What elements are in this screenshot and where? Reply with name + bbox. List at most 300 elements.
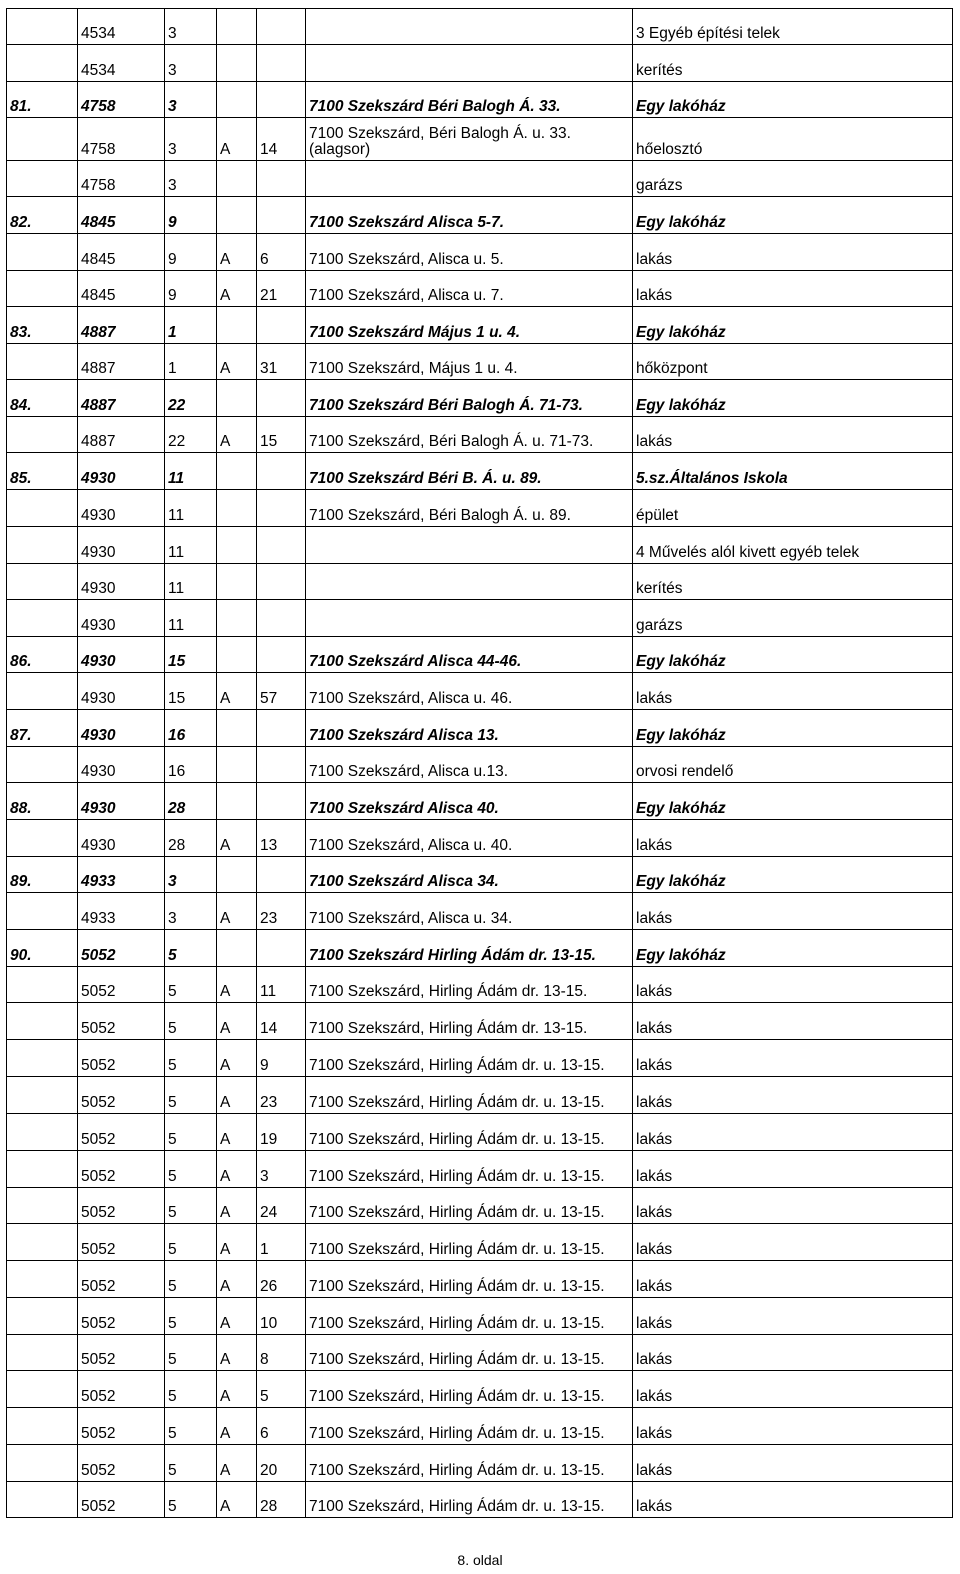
table-row <box>7 967 953 1003</box>
row-number-cell <box>7 1188 78 1224</box>
property-type-cell: lakás <box>633 1003 953 1040</box>
property-type-cell: épület <box>633 490 953 527</box>
sub-number-cell: 16 <box>165 710 217 747</box>
table-row <box>7 673 953 710</box>
sub-number-cell: 3 <box>165 857 217 893</box>
unit-number-cell <box>257 82 306 118</box>
table-row-main <box>7 197 953 234</box>
property-type-cell: garázs <box>633 161 953 197</box>
property-type-cell: lakás <box>633 271 953 307</box>
row-number-cell: 81. <box>7 82 78 118</box>
table-row-main <box>7 637 953 673</box>
address-cell: 7100 Szekszárd Alisca 44-46. <box>306 637 633 673</box>
address-cell: 7100 Szekszárd, Alisca u. 7. <box>306 271 633 307</box>
table-row <box>7 820 953 857</box>
building-letter-cell: A <box>217 893 257 930</box>
property-type-cell: lakás <box>633 1335 953 1371</box>
table-row <box>7 344 953 380</box>
address-cell: 7100 Szekszárd, Hirling Ádám dr. u. 13-15. <box>306 1077 633 1114</box>
parcel-number-cell: 4930 <box>78 820 165 857</box>
row-number-cell: 87. <box>7 710 78 747</box>
unit-number-cell: 6 <box>257 1408 306 1445</box>
sub-number-cell: 3 <box>165 9 217 45</box>
parcel-number-cell: 4930 <box>78 673 165 710</box>
property-type-cell: Egy lakóház <box>633 710 953 747</box>
sub-number-cell: 22 <box>165 380 217 417</box>
property-type-cell: garázs <box>633 600 953 637</box>
address-cell: 7100 Szekszárd, Hirling Ádám dr. u. 13-15. <box>306 1445 633 1482</box>
property-type-cell: Egy lakóház <box>633 82 953 118</box>
parcel-number-cell: 4930 <box>78 600 165 637</box>
building-letter-cell <box>217 453 257 490</box>
property-table <box>6 8 953 1518</box>
sub-number-cell: 5 <box>165 930 217 967</box>
building-letter-cell <box>217 857 257 893</box>
sub-number-cell: 5 <box>165 1003 217 1040</box>
unit-number-cell <box>257 930 306 967</box>
row-number-cell: 88. <box>7 783 78 820</box>
address-cell: 7100 Szekszárd, Hirling Ádám dr. u. 13-15. <box>306 1408 633 1445</box>
address-cell: 7100 Szekszárd, Alisca u. 34. <box>306 893 633 930</box>
parcel-number-cell: 5052 <box>78 1040 165 1077</box>
sub-number-cell: 5 <box>165 1040 217 1077</box>
sub-number-cell: 3 <box>165 82 217 118</box>
unit-number-cell: 6 <box>257 234 306 271</box>
sub-number-cell: 3 <box>165 161 217 197</box>
table-row-main <box>7 82 953 118</box>
table-row <box>7 1077 953 1114</box>
building-letter-cell: A <box>217 1077 257 1114</box>
parcel-number-cell: 5052 <box>78 1371 165 1408</box>
parcel-number-cell: 4930 <box>78 527 165 564</box>
row-number-cell: 90. <box>7 930 78 967</box>
parcel-number-cell: 4887 <box>78 380 165 417</box>
unit-number-cell <box>257 380 306 417</box>
address-cell: 7100 Szekszárd Béri Balogh Á. 33. <box>306 82 633 118</box>
unit-number-cell <box>257 747 306 783</box>
building-letter-cell <box>217 307 257 344</box>
sub-number-cell: 15 <box>165 637 217 673</box>
unit-number-cell <box>257 197 306 234</box>
parcel-number-cell: 5052 <box>78 1224 165 1261</box>
address-cell: 7100 Szekszárd, Hirling Ádám dr. u. 13-15. <box>306 1371 633 1408</box>
address-cell: 7100 Szekszárd, Május 1 u. 4. <box>306 344 633 380</box>
table-row-main <box>7 930 953 967</box>
building-letter-cell: A <box>217 1224 257 1261</box>
unit-number-cell: 5 <box>257 1371 306 1408</box>
table-row-main <box>7 307 953 344</box>
property-type-cell: lakás <box>633 967 953 1003</box>
unit-number-cell: 24 <box>257 1188 306 1224</box>
address-cell: 7100 Szekszárd Alisca 13. <box>306 710 633 747</box>
building-letter-cell <box>217 161 257 197</box>
property-type-cell: 4 Művelés alól kivett egyéb telek <box>633 527 953 564</box>
property-type-cell: lakás <box>633 234 953 271</box>
parcel-number-cell: 4758 <box>78 118 165 161</box>
unit-number-cell <box>257 600 306 637</box>
table-row-main <box>7 453 953 490</box>
table-row <box>7 1482 953 1518</box>
sub-number-cell: 9 <box>165 271 217 307</box>
building-letter-cell: A <box>217 1482 257 1518</box>
property-type-cell: lakás <box>633 673 953 710</box>
property-type-cell: lakás <box>633 417 953 453</box>
parcel-number-cell: 4930 <box>78 637 165 673</box>
unit-number-cell: 31 <box>257 344 306 380</box>
row-number-cell: 85. <box>7 453 78 490</box>
unit-number-cell <box>257 45 306 82</box>
property-type-cell: lakás <box>633 820 953 857</box>
table-row <box>7 747 953 783</box>
property-type-cell: Egy lakóház <box>633 637 953 673</box>
row-number-cell <box>7 1408 78 1445</box>
sub-number-cell: 16 <box>165 747 217 783</box>
row-number-cell <box>7 1040 78 1077</box>
property-type-cell: lakás <box>633 1077 953 1114</box>
property-type-cell: lakás <box>633 1114 953 1151</box>
building-letter-cell <box>217 490 257 527</box>
row-number-cell <box>7 820 78 857</box>
parcel-number-cell: 5052 <box>78 1482 165 1518</box>
address-cell: 7100 Szekszárd Alisca 5-7. <box>306 197 633 234</box>
table-row <box>7 1003 953 1040</box>
row-number-cell <box>7 234 78 271</box>
address-cell: 7100 Szekszárd Hirling Ádám dr. 13-15. <box>306 930 633 967</box>
sub-number-cell: 5 <box>165 1188 217 1224</box>
unit-number-cell: 10 <box>257 1298 306 1335</box>
property-type-cell: lakás <box>633 1261 953 1298</box>
building-letter-cell <box>217 45 257 82</box>
address-cell: 7100 Szekszárd, Alisca u. 40. <box>306 820 633 857</box>
parcel-number-cell: 5052 <box>78 967 165 1003</box>
sub-number-cell: 5 <box>165 1298 217 1335</box>
parcel-number-cell: 4534 <box>78 45 165 82</box>
parcel-number-cell: 5052 <box>78 930 165 967</box>
row-number-cell <box>7 417 78 453</box>
row-number-cell <box>7 1298 78 1335</box>
property-type-cell: lakás <box>633 1224 953 1261</box>
table-row <box>7 893 953 930</box>
row-number-cell <box>7 344 78 380</box>
row-number-cell <box>7 600 78 637</box>
building-letter-cell: A <box>217 1040 257 1077</box>
property-type-cell: 5.sz.Általános Iskola <box>633 453 953 490</box>
property-type-cell: lakás <box>633 1040 953 1077</box>
unit-number-cell <box>257 637 306 673</box>
building-letter-cell: A <box>217 1408 257 1445</box>
property-type-cell: lakás <box>633 893 953 930</box>
property-type-cell: Egy lakóház <box>633 307 953 344</box>
parcel-number-cell: 4930 <box>78 453 165 490</box>
unit-number-cell <box>257 9 306 45</box>
address-cell: 7100 Szekszárd, Béri Balogh Á. u. 33. (alagsor) <box>306 118 633 161</box>
parcel-number-cell: 5052 <box>78 1188 165 1224</box>
row-number-cell: 83. <box>7 307 78 344</box>
building-letter-cell <box>217 9 257 45</box>
row-number-cell <box>7 1335 78 1371</box>
parcel-number-cell: 5052 <box>78 1003 165 1040</box>
property-type-cell: lakás <box>633 1408 953 1445</box>
property-type-cell: hőelosztó <box>633 118 953 161</box>
building-letter-cell <box>217 197 257 234</box>
sub-number-cell: 11 <box>165 564 217 600</box>
unit-number-cell: 3 <box>257 1151 306 1188</box>
table-row <box>7 1298 953 1335</box>
property-type-cell: lakás <box>633 1298 953 1335</box>
parcel-number-cell: 5052 <box>78 1077 165 1114</box>
address-cell: 7100 Szekszárd, Hirling Ádám dr. u. 13-15. <box>306 1482 633 1518</box>
address-cell: 7100 Szekszárd, Hirling Ádám dr. u. 13-15. <box>306 1298 633 1335</box>
unit-number-cell: 8 <box>257 1335 306 1371</box>
row-number-cell <box>7 967 78 1003</box>
sub-number-cell: 5 <box>165 1114 217 1151</box>
parcel-number-cell: 4933 <box>78 857 165 893</box>
address-cell <box>306 564 633 600</box>
parcel-number-cell: 4930 <box>78 490 165 527</box>
building-letter-cell: A <box>217 1445 257 1482</box>
table-body <box>7 9 953 1518</box>
unit-number-cell <box>257 453 306 490</box>
address-cell: 7100 Szekszárd, Alisca u.13. <box>306 747 633 783</box>
row-number-cell <box>7 1261 78 1298</box>
unit-number-cell: 13 <box>257 820 306 857</box>
property-type-cell: Egy lakóház <box>633 783 953 820</box>
property-type-cell: hőközpont <box>633 344 953 380</box>
unit-number-cell <box>257 857 306 893</box>
table-row <box>7 45 953 82</box>
building-letter-cell: A <box>217 820 257 857</box>
parcel-number-cell: 4845 <box>78 234 165 271</box>
row-number-cell <box>7 45 78 82</box>
address-cell <box>306 527 633 564</box>
building-letter-cell <box>217 564 257 600</box>
unit-number-cell: 9 <box>257 1040 306 1077</box>
building-letter-cell: A <box>217 1188 257 1224</box>
sub-number-cell: 5 <box>165 1445 217 1482</box>
property-type-cell: lakás <box>633 1151 953 1188</box>
parcel-number-cell: 4930 <box>78 564 165 600</box>
sub-number-cell: 28 <box>165 820 217 857</box>
row-number-cell: 89. <box>7 857 78 893</box>
parcel-number-cell: 5052 <box>78 1298 165 1335</box>
sub-number-cell: 5 <box>165 1408 217 1445</box>
unit-number-cell <box>257 307 306 344</box>
building-letter-cell: A <box>217 673 257 710</box>
address-cell: 7100 Szekszárd, Alisca u. 46. <box>306 673 633 710</box>
sub-number-cell: 11 <box>165 490 217 527</box>
sub-number-cell: 9 <box>165 234 217 271</box>
unit-number-cell: 19 <box>257 1114 306 1151</box>
parcel-number-cell: 4887 <box>78 307 165 344</box>
property-type-cell: lakás <box>633 1445 953 1482</box>
table-row <box>7 527 953 564</box>
row-number-cell <box>7 1482 78 1518</box>
row-number-cell <box>7 271 78 307</box>
row-number-cell: 84. <box>7 380 78 417</box>
row-number-cell <box>7 9 78 45</box>
unit-number-cell <box>257 527 306 564</box>
unit-number-cell: 14 <box>257 118 306 161</box>
sub-number-cell: 5 <box>165 1261 217 1298</box>
table-row <box>7 1261 953 1298</box>
unit-number-cell <box>257 161 306 197</box>
address-cell: 7100 Szekszárd Béri B. Á. u. 89. <box>306 453 633 490</box>
sub-number-cell: 1 <box>165 307 217 344</box>
address-cell: 7100 Szekszárd, Hirling Ádám dr. u. 13-15. <box>306 1188 633 1224</box>
unit-number-cell <box>257 710 306 747</box>
address-cell: 7100 Szekszárd, Hirling Ádám dr. u. 13-15. <box>306 1151 633 1188</box>
sub-number-cell: 28 <box>165 783 217 820</box>
address-cell: 7100 Szekszárd, Béri Balogh Á. u. 71-73. <box>306 417 633 453</box>
property-type-cell: kerítés <box>633 45 953 82</box>
address-cell: 7100 Szekszárd, Béri Balogh Á. u. 89. <box>306 490 633 527</box>
sub-number-cell: 3 <box>165 118 217 161</box>
address-cell: 7100 Szekszárd, Hirling Ádám dr. 13-15. <box>306 967 633 1003</box>
building-letter-cell <box>217 82 257 118</box>
building-letter-cell: A <box>217 1151 257 1188</box>
row-number-cell <box>7 564 78 600</box>
building-letter-cell <box>217 637 257 673</box>
building-letter-cell: A <box>217 344 257 380</box>
address-cell: 7100 Szekszárd, Hirling Ádám dr. u. 13-15. <box>306 1335 633 1371</box>
address-cell: 7100 Szekszárd Alisca 40. <box>306 783 633 820</box>
address-cell <box>306 9 633 45</box>
unit-number-cell: 23 <box>257 893 306 930</box>
building-letter-cell: A <box>217 1003 257 1040</box>
table-row <box>7 1224 953 1261</box>
sub-number-cell: 5 <box>165 1077 217 1114</box>
building-letter-cell: A <box>217 417 257 453</box>
row-number-cell: 86. <box>7 637 78 673</box>
parcel-number-cell: 4930 <box>78 710 165 747</box>
address-cell: 7100 Szekszárd Béri Balogh Á. 71-73. <box>306 380 633 417</box>
property-type-cell: lakás <box>633 1188 953 1224</box>
table-row-main <box>7 857 953 893</box>
row-number-cell: 82. <box>7 197 78 234</box>
row-number-cell <box>7 1077 78 1114</box>
unit-number-cell: 11 <box>257 967 306 1003</box>
sub-number-cell: 5 <box>165 1371 217 1408</box>
parcel-number-cell: 4887 <box>78 344 165 380</box>
building-letter-cell: A <box>217 234 257 271</box>
row-number-cell <box>7 1003 78 1040</box>
building-letter-cell: A <box>217 967 257 1003</box>
building-letter-cell <box>217 710 257 747</box>
table-row <box>7 234 953 271</box>
sub-number-cell: 15 <box>165 673 217 710</box>
property-type-cell: Egy lakóház <box>633 930 953 967</box>
parcel-number-cell: 5052 <box>78 1445 165 1482</box>
property-type-cell: lakás <box>633 1371 953 1408</box>
row-number-cell <box>7 527 78 564</box>
address-cell: 7100 Szekszárd, Hirling Ádám dr. u. 13-15. <box>306 1040 633 1077</box>
property-type-cell: Egy lakóház <box>633 197 953 234</box>
address-cell: 7100 Szekszárd, Hirling Ádám dr. 13-15. <box>306 1003 633 1040</box>
row-number-cell <box>7 118 78 161</box>
address-cell: 7100 Szekszárd Május 1 u. 4. <box>306 307 633 344</box>
unit-number-cell <box>257 490 306 527</box>
parcel-number-cell: 4845 <box>78 271 165 307</box>
table-row <box>7 490 953 527</box>
row-number-cell <box>7 1151 78 1188</box>
table-row-main <box>7 380 953 417</box>
table-row <box>7 417 953 453</box>
row-number-cell <box>7 747 78 783</box>
parcel-number-cell: 5052 <box>78 1114 165 1151</box>
unit-number-cell: 26 <box>257 1261 306 1298</box>
building-letter-cell: A <box>217 1298 257 1335</box>
property-type-cell: Egy lakóház <box>633 380 953 417</box>
parcel-number-cell: 4758 <box>78 161 165 197</box>
property-type-cell: Egy lakóház <box>633 857 953 893</box>
row-number-cell <box>7 490 78 527</box>
table-row <box>7 1114 953 1151</box>
row-number-cell <box>7 161 78 197</box>
building-letter-cell <box>217 600 257 637</box>
sub-number-cell: 11 <box>165 453 217 490</box>
sub-number-cell: 3 <box>165 45 217 82</box>
property-type-cell: 3 Egyéb építési telek <box>633 9 953 45</box>
building-letter-cell: A <box>217 118 257 161</box>
building-letter-cell: A <box>217 271 257 307</box>
building-letter-cell <box>217 783 257 820</box>
table-row <box>7 9 953 45</box>
table-row <box>7 161 953 197</box>
building-letter-cell <box>217 380 257 417</box>
address-cell: 7100 Szekszárd, Hirling Ádám dr. u. 13-15. <box>306 1114 633 1151</box>
parcel-number-cell: 4887 <box>78 417 165 453</box>
unit-number-cell: 21 <box>257 271 306 307</box>
sub-number-cell: 11 <box>165 527 217 564</box>
sub-number-cell: 1 <box>165 344 217 380</box>
table-row <box>7 1335 953 1371</box>
property-type-cell: lakás <box>633 1482 953 1518</box>
unit-number-cell: 23 <box>257 1077 306 1114</box>
parcel-number-cell: 4534 <box>78 9 165 45</box>
unit-number-cell: 1 <box>257 1224 306 1261</box>
address-cell <box>306 45 633 82</box>
sub-number-cell: 9 <box>165 197 217 234</box>
property-type-cell: orvosi rendelő <box>633 747 953 783</box>
table-row <box>7 564 953 600</box>
unit-number-cell <box>257 783 306 820</box>
unit-number-cell: 20 <box>257 1445 306 1482</box>
table-row <box>7 1408 953 1445</box>
parcel-number-cell: 4930 <box>78 783 165 820</box>
address-cell <box>306 600 633 637</box>
table-row <box>7 271 953 307</box>
sub-number-cell: 5 <box>165 1482 217 1518</box>
address-cell: 7100 Szekszárd Alisca 34. <box>306 857 633 893</box>
row-number-cell <box>7 1445 78 1482</box>
unit-number-cell: 15 <box>257 417 306 453</box>
sub-number-cell: 5 <box>165 967 217 1003</box>
address-cell: 7100 Szekszárd, Hirling Ádám dr. u. 13-15. <box>306 1224 633 1261</box>
table-row <box>7 1445 953 1482</box>
parcel-number-cell: 4930 <box>78 747 165 783</box>
unit-number-cell: 57 <box>257 673 306 710</box>
sub-number-cell: 5 <box>165 1224 217 1261</box>
building-letter-cell <box>217 747 257 783</box>
unit-number-cell: 28 <box>257 1482 306 1518</box>
parcel-number-cell: 4933 <box>78 893 165 930</box>
sub-number-cell: 5 <box>165 1335 217 1371</box>
sub-number-cell: 3 <box>165 893 217 930</box>
parcel-number-cell: 5052 <box>78 1151 165 1188</box>
row-number-cell <box>7 893 78 930</box>
parcel-number-cell: 4758 <box>78 82 165 118</box>
row-number-cell <box>7 1371 78 1408</box>
